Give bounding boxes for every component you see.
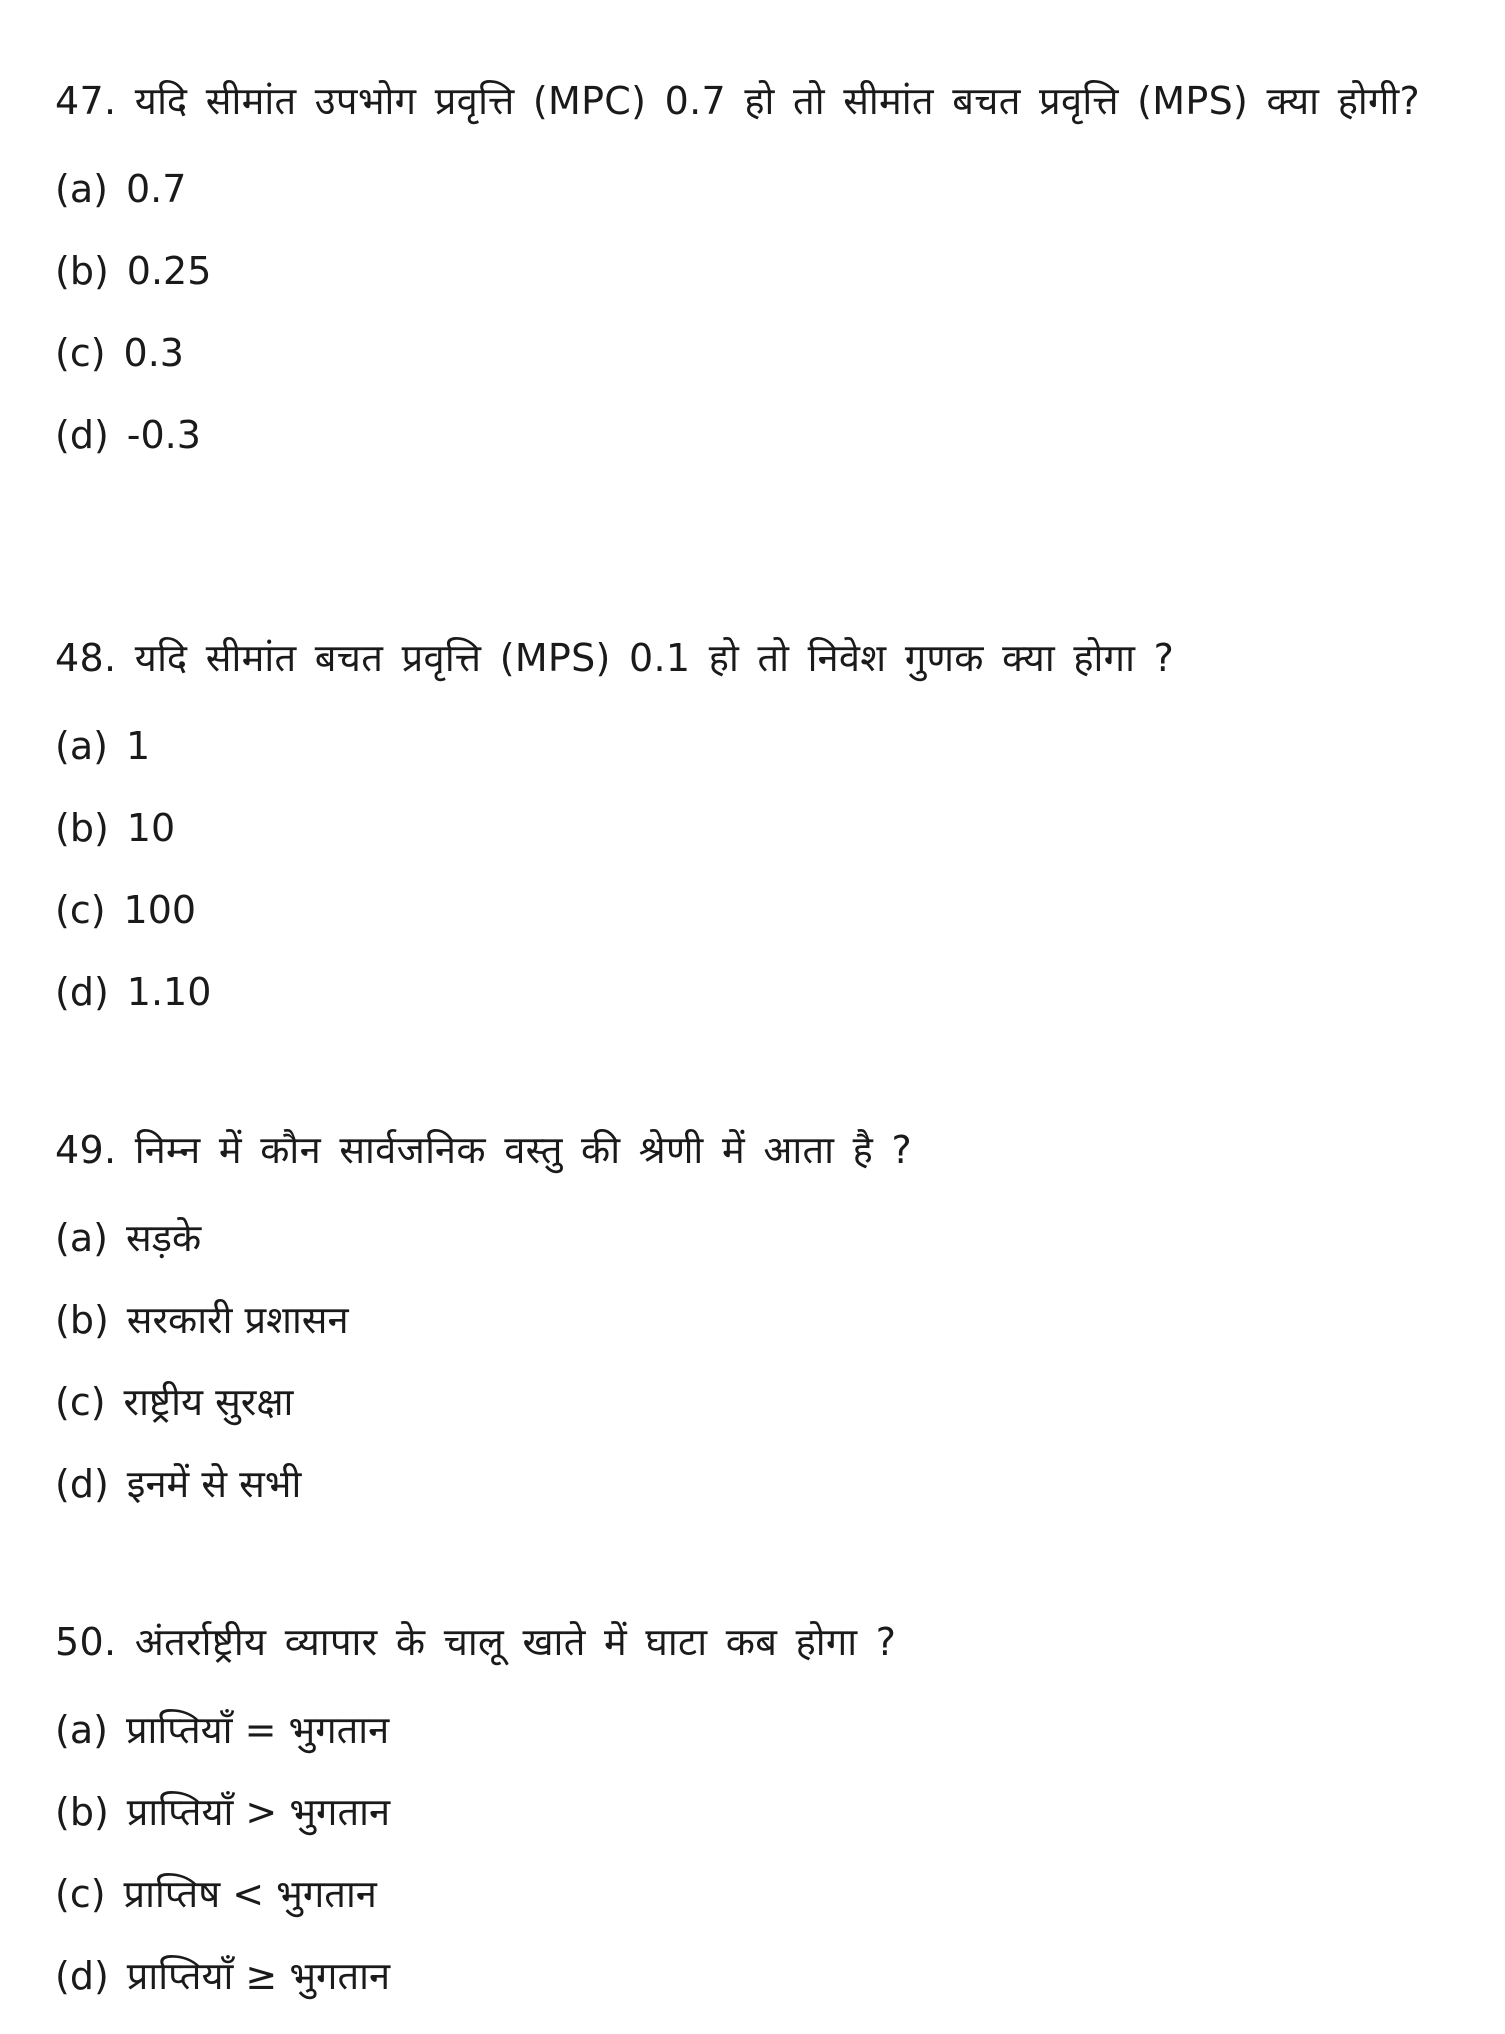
question-47 (55, 68, 1455, 476)
option-c[interactable] (55, 1361, 1455, 1443)
question-text (55, 1117, 1455, 1183)
option-text: प्राप्तिष < भुगतान (123, 1872, 377, 1916)
option-text: -0.3 (126, 413, 201, 457)
option-text: प्राप्तियाँ = भुगतान (125, 1708, 390, 1752)
option-label: (c) (55, 1872, 106, 1916)
option-a[interactable] (55, 1689, 1455, 1771)
option-label: (d) (55, 413, 109, 457)
option-text: 1 (125, 724, 151, 768)
option-list (55, 148, 1455, 476)
question-body: अंतर्राष्ट्रीय व्यापार के चालू खाते में घाटा कब होगा ? (134, 1620, 897, 1664)
option-label: (b) (55, 1790, 109, 1834)
option-b[interactable] (55, 787, 1455, 869)
option-label: (c) (55, 1380, 106, 1424)
option-text: प्राप्तियाँ > भुगतान (126, 1790, 391, 1834)
option-text: सड़के (125, 1216, 202, 1260)
option-a[interactable] (55, 1197, 1455, 1279)
option-text: 100 (123, 888, 197, 932)
question-body: निम्न में कौन सार्वजनिक वस्तु की श्रेणी में आता है ? (134, 1128, 912, 1172)
question-text (55, 1609, 1455, 1675)
option-list (55, 1689, 1455, 2017)
option-label: (a) (55, 724, 108, 768)
option-c[interactable] (55, 312, 1455, 394)
option-label: (a) (55, 1216, 108, 1260)
question-50 (55, 1609, 1455, 2017)
question-number: 47. (55, 79, 117, 123)
question-text (55, 625, 1455, 691)
question-text (55, 68, 1455, 134)
option-text: 0.25 (126, 249, 212, 293)
option-label: (b) (55, 1298, 109, 1342)
option-d[interactable] (55, 1443, 1455, 1525)
option-list (55, 705, 1455, 1033)
question-48 (55, 625, 1455, 1033)
option-label: (b) (55, 806, 109, 850)
option-text: 0.3 (123, 331, 184, 375)
option-label: (c) (55, 888, 106, 932)
option-text: 1.10 (126, 970, 212, 1014)
option-label: (a) (55, 167, 108, 211)
option-d[interactable] (55, 394, 1455, 476)
question-body: यदि सीमांत बचत प्रवृत्ति (MPS) 0.1 हो तो निवेश गुणक क्या होगा ? (134, 636, 1175, 680)
option-text: 10 (126, 806, 176, 850)
option-d[interactable] (55, 1935, 1455, 2017)
option-label: (d) (55, 1954, 109, 1998)
option-c[interactable] (55, 1853, 1455, 1935)
question-number: 50. (55, 1620, 117, 1664)
option-label: (d) (55, 970, 109, 1014)
option-a[interactable] (55, 705, 1455, 787)
question-49 (55, 1117, 1455, 1525)
option-d[interactable] (55, 951, 1455, 1033)
question-number: 48. (55, 636, 117, 680)
option-b[interactable] (55, 230, 1455, 312)
option-text: राष्ट्रीय सुरक्षा (123, 1380, 294, 1424)
question-body: यदि सीमांत उपभोग प्रवृत्ति (MPC) 0.7 हो तो सीमांत बचत प्रवृत्ति (MPS) क्या होगी? (134, 79, 1421, 123)
option-text: 0.7 (125, 167, 187, 211)
option-b[interactable] (55, 1771, 1455, 1853)
option-c[interactable] (55, 869, 1455, 951)
option-label: (a) (55, 1708, 108, 1752)
option-text: सरकारी प्रशासन (126, 1298, 349, 1342)
option-text: इनमें से सभी (126, 1462, 302, 1506)
option-list (55, 1197, 1455, 1525)
option-label: (d) (55, 1462, 109, 1506)
option-a[interactable] (55, 148, 1455, 230)
option-label: (c) (55, 331, 106, 375)
option-text: प्राप्तियाँ ≥ भुगतान (126, 1954, 391, 1998)
option-label: (b) (55, 249, 109, 293)
option-b[interactable] (55, 1279, 1455, 1361)
question-number: 49. (55, 1128, 117, 1172)
